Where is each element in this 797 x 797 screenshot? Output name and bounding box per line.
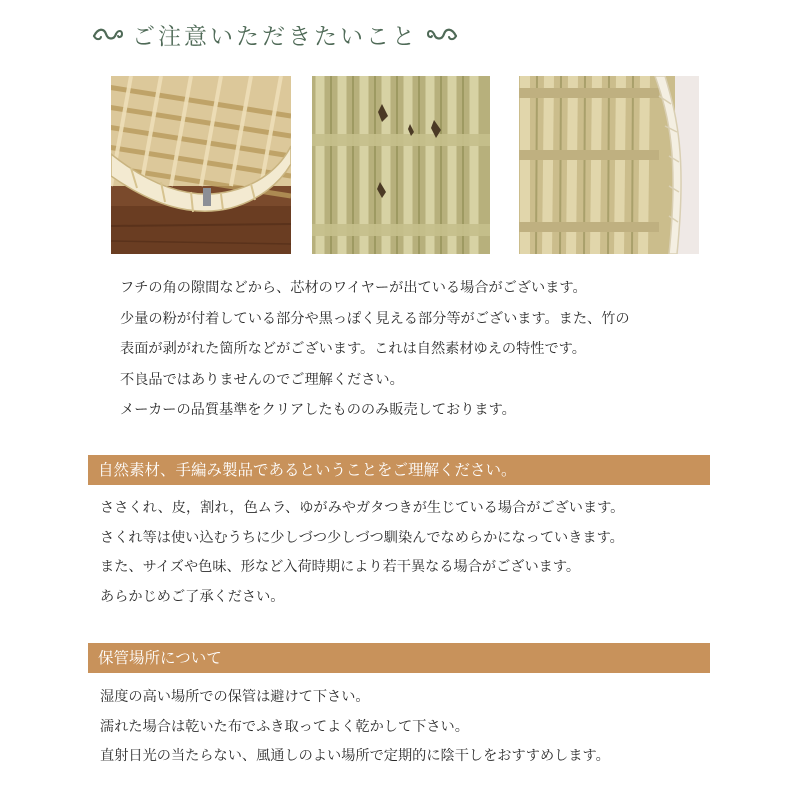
photo-strip <box>111 76 699 254</box>
section-line: あらかじめご了承ください。 <box>100 588 285 605</box>
intro-line: メーカーの品質基準をクリアしたもののみ販売しております。 <box>120 402 516 418</box>
swirl-ornament-left-icon <box>92 24 124 44</box>
basket-rim-photo <box>111 76 291 254</box>
section-heading-text: 自然素材、手編み製品であるということをご理解ください。 <box>98 461 517 479</box>
intro-line: 不良品ではありませんのでご理解ください。 <box>120 371 404 388</box>
bamboo-weave-edge-photo <box>519 76 699 254</box>
section-heading-text: 保管場所について <box>98 649 222 667</box>
intro-line: 少量の粉が付着している部分や黒っぽく見える部分等がございます。また、竹の <box>120 310 630 327</box>
intro-notes <box>120 273 720 426</box>
section-heading-storage <box>88 643 710 673</box>
section-line: 直射日光の当たらない、風通しのよい場所で定期的に陰干しをおすすめします。 <box>100 748 610 764</box>
section-line: ささくれ、皮，割れ，色ムラ、ゆがみやガタつきが生じている場合がございます。 <box>100 500 625 516</box>
section-body-natural-material <box>100 494 720 612</box>
title-row <box>92 14 492 54</box>
swirl-ornament-right-icon <box>426 24 458 44</box>
section-line: また、サイズや色味、形など入荷時期により若干異なる場合がございます。 <box>100 559 581 575</box>
section-line: 濡れた場合は乾いた布でふき取ってよく乾かして下さい。 <box>100 718 469 735</box>
section-body-storage <box>100 683 720 772</box>
section-line: 湿度の高い場所での保管は避けて下さい。 <box>100 689 370 705</box>
section-line: さくれ等は使い込むうちに少しづつ少しづつ馴染んでなめらかになっていきます。 <box>100 529 624 546</box>
bamboo-weave-photo <box>312 76 490 254</box>
section-heading-natural-material <box>88 455 710 485</box>
intro-line: フチの角の隙間などから、芯材のワイヤーが出ている場合がございます。 <box>120 280 587 296</box>
intro-line: 表面が剥がれた箇所などがございます。これは自然素材ゆえの特性です。 <box>120 341 586 357</box>
page-title: ご注意いただきたいこと <box>132 23 418 50</box>
